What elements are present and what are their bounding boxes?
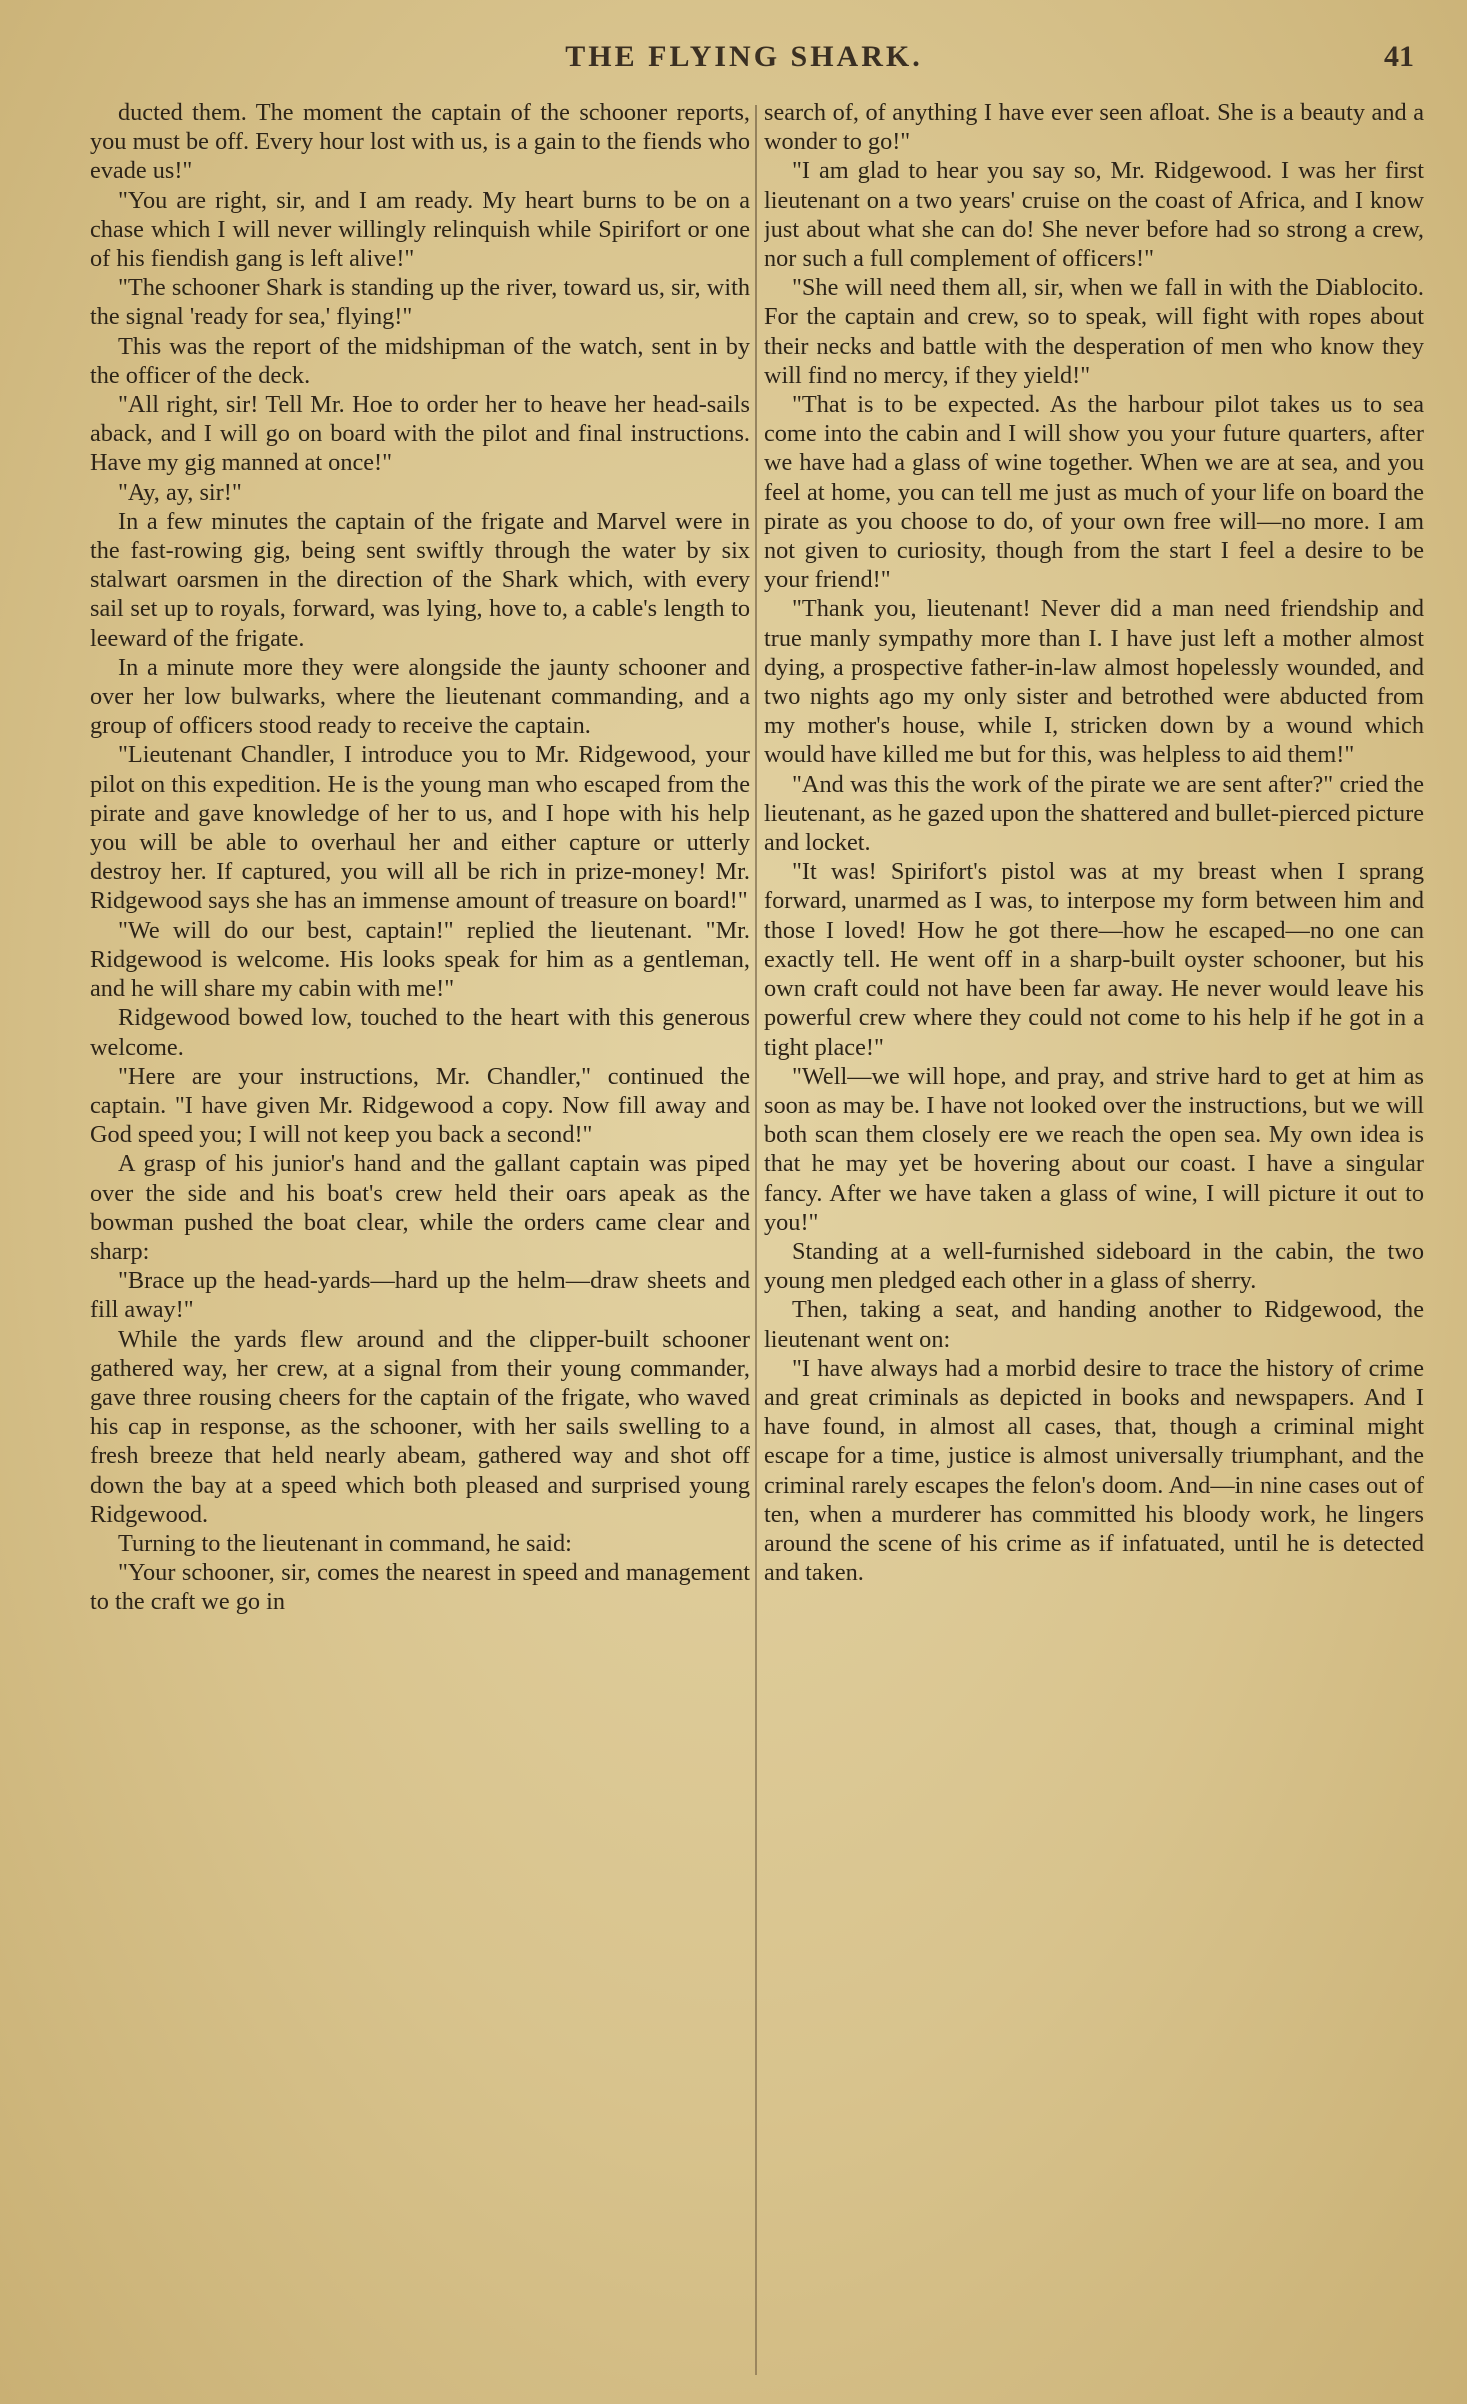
column-divider <box>755 105 757 2375</box>
paragraph: search of, of anything I have ever seen afloat. She is a beauty and a wonder to go!" <box>764 99 1424 156</box>
paragraph: "She will need them all, sir, when we fall in with the Diablocito. For the captain and crew, so to speak, will fight with ropes about their necks and battle with the desperation of men who know they will find no mercy, if they yield!" <box>764 274 1424 389</box>
page-header <box>74 40 1414 80</box>
paragraph: Turning to the lieutenant in command, he said: <box>118 1529 572 1557</box>
paragraph: Standing at a well-furnished sideboard in the cabin, the two young men pledged each other in a glass of sherry. <box>764 1237 1424 1295</box>
left-column <box>90 98 750 2378</box>
paragraph: "The schooner Shark is standing up the river, toward us, sir, with the signal 'ready for sea,' flying!" <box>90 274 750 331</box>
paragraph: "That is to be expected. As the harbour pilot takes us to sea come into the cabin and I will show you your future quarters, after we have had a glass of wine together. When we are at sea, and you feel at home, you can tell me just as much of your life on board the pirate as you choose to do, of your own free will—no more. I am not given to curiosity, though from the start I feel a desire to be your friend!" <box>764 391 1424 594</box>
paragraph: "Brace up the head-yards—hard up the helm—draw sheets and fill away!" <box>90 1267 750 1324</box>
paragraph: "We will do our best, captain!" replied the lieutenant. "Mr. Ridgewood is welcome. His looks speak for him as a gentleman, and he will share my cabin with me!" <box>90 916 750 1003</box>
paragraph: "You are right, sir, and I am ready. My heart burns to be on a chase which I will never willingly relinquish while Spirifort or one of his fiendish gang is left alive!" <box>90 186 750 273</box>
paragraph: A grasp of his junior's hand and the gallant captain was piped over the side and his boat's crew held their oars apeak as the bowman pushed the boat clear, while the orders came clear and sharp: <box>90 1150 750 1265</box>
paragraph: "Thank you, lieutenant! Never did a man need friendship and true manly sympathy more than I. I have just left a mother almost dying, a prospective father-in-law almost hopelessly wounded, and two nights ago my only sister and betrothed were abducted from my mother's house, while I, stricken down by a wound which would have killed me but for this, was helpless to aid them!" <box>764 595 1424 769</box>
paragraph: "It was! Spirifort's pistol was at my breast when I sprang forward, unarmed as I was, to interpose my form between him and those I loved! How he got there—how he escaped—no one can exactly tell. He went off in a sharp-built oyster schooner, but his own craft could not have been far away. He never would leave his powerful crew where they could not come to his help if he got in a tight place!" <box>764 858 1424 1061</box>
paragraph: "Here are your instructions, Mr. Chandler," continued the captain. "I have given Mr. Ridgewood a copy. Now fill away and God speed you; I will not keep you back a second!" <box>90 1062 750 1149</box>
paragraph: In a few minutes the captain of the frigate and Marvel were in the fast-rowing gig, being sent swiftly through the water by six stalwart oarsmen in the direction of the Shark which, with every sail set up to royals, forward, was lying, hove to, a cable's length to leeward of the frigate. <box>90 507 750 652</box>
paragraph: "Your schooner, sir, comes the nearest in speed and management to the craft we go in <box>90 1559 750 1616</box>
paragraph: "Ay, ay, sir!" <box>118 478 242 506</box>
right-column <box>764 98 1424 2378</box>
paragraph: "And was this the work of the pirate we are sent after?" cried the lieutenant, as he gazed upon the shattered and bullet-pierced picture and locket. <box>764 770 1424 857</box>
paragraph: "Well—we will hope, and pray, and strive hard to get at him as soon as may be. I have not looked over the instructions, but we will both scan them closely ere we reach the open sea. My own idea is that he may yet be hovering about our coast. I have a singular fancy. After we have taken a glass of wine, I will picture it out to you!" <box>764 1062 1424 1236</box>
paragraph: Then, taking a seat, and handing another to Ridgewood, the lieutenant went on: <box>764 1296 1424 1353</box>
page-number: 41 <box>1384 40 1414 73</box>
paragraph: "I am glad to hear you say so, Mr. Ridgewood. I was her first lieutenant on a two years' cruise on the coast of Africa, and I know just about what she can do! She never before had so strong a crew, nor such a full complement of officers!" <box>764 157 1424 273</box>
paragraph: "I have always had a morbid desire to trace the history of crime and great criminals as depicted in books and newspapers. And I have found, in almost all cases, that, though a criminal might escape for a time, justice is almost universally triumphant, and the criminal rarely escapes the felon's doom. And—in nine cases out of ten, when a murderer has committed his bloody work, he lingers around the scene of his crime as if infatuated, until he is detected and taken. <box>764 1354 1424 1587</box>
paragraph: "Lieutenant Chandler, I introduce you to Mr. Ridgewood, your pilot on this expedition. He is the young man who escaped from the pirate and gave knowledge of her to us, and I hope with his help you will be able to overhaul her and either capture or utterly destroy her. If captured, you will all be rich in prize-money! Mr. Ridgewood says she has an immense amount of treasure on board!" <box>90 741 750 915</box>
paragraph: "All right, sir! Tell Mr. Hoe to order her to heave her head-sails aback, and I will go on board with the pilot and final instructions. Have my gig manned at once!" <box>90 391 750 477</box>
running-title: THE FLYING SHARK. <box>565 40 923 73</box>
paragraph: In a minute more they were alongside the jaunty schooner and over her low bulwarks, where the lieutenant commanding, and a group of officers stood ready to receive the captain. <box>90 653 750 740</box>
paragraph: ducted them. The moment the captain of the schooner reports, you must be off. Every hour lost with us, is a gain to the fiends who evade us!" <box>90 99 750 185</box>
paragraph: Ridgewood bowed low, touched to the heart with this generous welcome. <box>90 1004 750 1061</box>
paragraph: This was the report of the midshipman of the watch, sent in by the officer of the deck. <box>90 332 750 389</box>
paragraph: While the yards flew around and the clipper-built schooner gathered way, her crew, at a signal from their young commander, gave three rousing cheers for the captain of the frigate, who waved his cap in response, as the schooner, with her sails swelling to a fresh breeze that held nearly abeam, gathered way and shot off down the bay at a speed which both pleased and surprised young Ridgewood. <box>90 1325 750 1528</box>
